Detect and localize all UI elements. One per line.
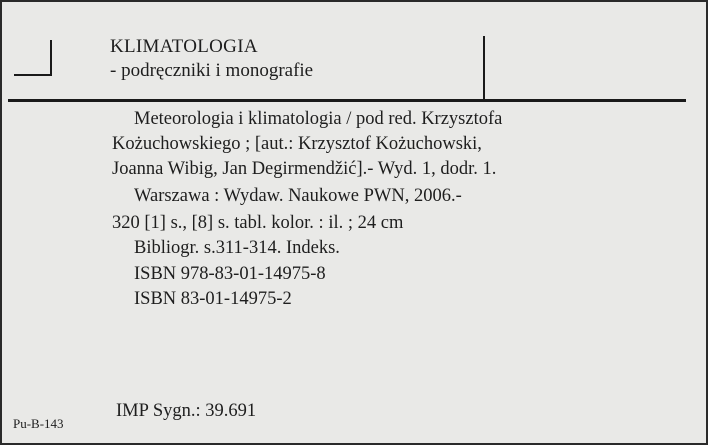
series-title: KLIMATOLOGIA bbox=[110, 36, 258, 57]
entry-line-bibliography: Bibliogr. s.311-314. Indeks. bbox=[134, 238, 340, 258]
entry-line-isbn-10: ISBN 83-01-14975-2 bbox=[134, 289, 292, 309]
entry-line-isbn-13: ISBN 978-83-01-14975-8 bbox=[134, 264, 326, 284]
call-number: IMP Sygn.: 39.691 bbox=[116, 401, 257, 421]
series-subtitle: - podręczniki i monografie bbox=[110, 60, 314, 81]
header-rule bbox=[8, 99, 686, 102]
shelf-mark: Pu-B-143 bbox=[13, 416, 64, 431]
entry-line-publisher: Warszawa : Wydaw. Naukowe PWN, 2006.- bbox=[134, 186, 462, 206]
corner-tick-mark bbox=[14, 40, 52, 76]
entry-line-title: Meteorologia i klimatologia / pod red. Krzysztofa bbox=[134, 109, 503, 129]
entry-line-pagination: 320 [1] s., [8] s. tabl. kolor. : il. ; 24 cm bbox=[112, 213, 404, 233]
entry-line-authors-cont: Joanna Wibig, Jan Degirmendžić].- Wyd. 1, dodr. 1. bbox=[112, 159, 497, 179]
entry-line-authors: Kożuchowskiego ; [aut.: Krzysztof Kożuchowski, bbox=[112, 134, 482, 154]
header-vertical-divider bbox=[483, 36, 485, 100]
